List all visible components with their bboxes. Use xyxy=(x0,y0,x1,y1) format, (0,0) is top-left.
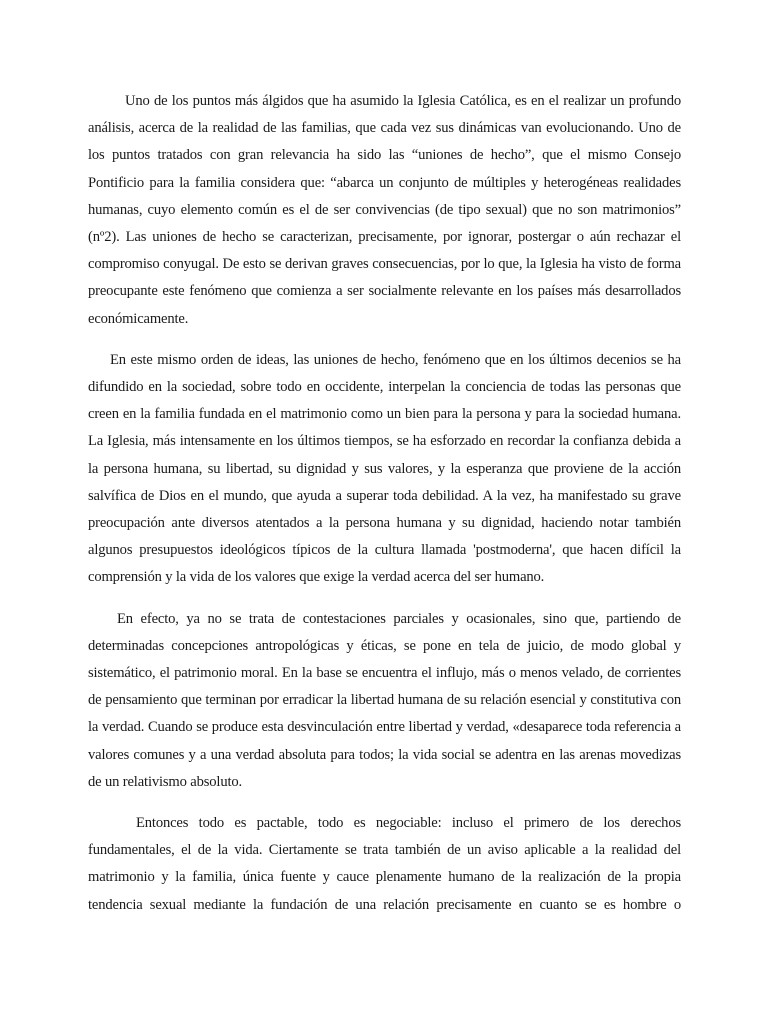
paragraph-4: Entonces todo es pactable, todo es negociable: incluso el primero de los derechos fundamentales, el de la vida. Ciertamente se trata también de un aviso aplicable a la realidad del matrimonio y la familia, única fuente y cauce plenamente humano de la realización de la propia tendencia sexual mediante la fundación de una relación precisamente en cuanto se es hombre o xyxy=(88,815,681,913)
paragraph-2: En este mismo orden de ideas, las uniones de hecho, fenómeno que en los últimos decenios se ha difundido en la sociedad, sobre todo en occidente, interpelan la conciencia de todas las personas que creen en la familia fundada en el matrimonio como un bien para la persona y para la sociedad humana. La Iglesia, más intensamente en los últimos tiempos, se ha esforzado en recordar la confianza debida a la persona humana, su libertad, su dignidad y sus valores, y la esperanza que proviene de la acción salvífica de Dios en el mundo, que ayuda a superar toda debilidad. A la vez, ha manifestado su grave preocupación ante diversos atentados a la persona humana y su dignidad, haciendo notar también algunos presupuestos ideológicos típicos de la cultura llamada 'postmoderna', que hacen difícil la comprensión y la vida de los valores que exige la verdad acerca del ser humano. xyxy=(88,351,681,586)
document-page xyxy=(88,88,681,933)
paragraph-3: En efecto, ya no se trata de contestaciones parciales y ocasionales, sino que, partiendo de determinadas concepciones antropológicas y éticas, se pone en tela de juicio, de modo global y sistemático, el patrimonio moral. En la base se encuentra el influjo, más o menos velado, de corrientes de pensamiento que terminan por erradicar la libertad humana de su relación esencial y constitutiva con la verdad. Cuando se produce esta desvinculación entre libertad y verdad, «desaparece toda referencia a valores comunes y a una verdad absoluta para todos; la vida social se adentra en las arenas movedizas de un relativismo absoluto. xyxy=(88,610,681,790)
paragraph-1: Uno de los puntos más álgidos que ha asumido la Iglesia Católica, es en el realizar un profundo análisis, acerca de la realidad de las familias, que cada vez sus dinámicas van evolucionando. Uno de los puntos tratados con gran relevancia ha sido las “uniones de hecho”, que el mismo Consejo Pontificio para la familia considera que: “abarca un conjunto de múltiples y heterogéneas realidades humanas, cuyo elemento común es el de ser convivencias (de tipo sexual) que no son matrimonios” (nº2). Las uniones de hecho se caracterizan, precisamente, por ignorar, postergar o aún rechazar el compromiso conyugal. De esto se derivan graves consecuencias, por lo que, la Iglesia ha visto de forma preocupante este fenómeno que comienza a ser socialmente relevante en los países más desarrollados económicamente. xyxy=(88,93,681,327)
